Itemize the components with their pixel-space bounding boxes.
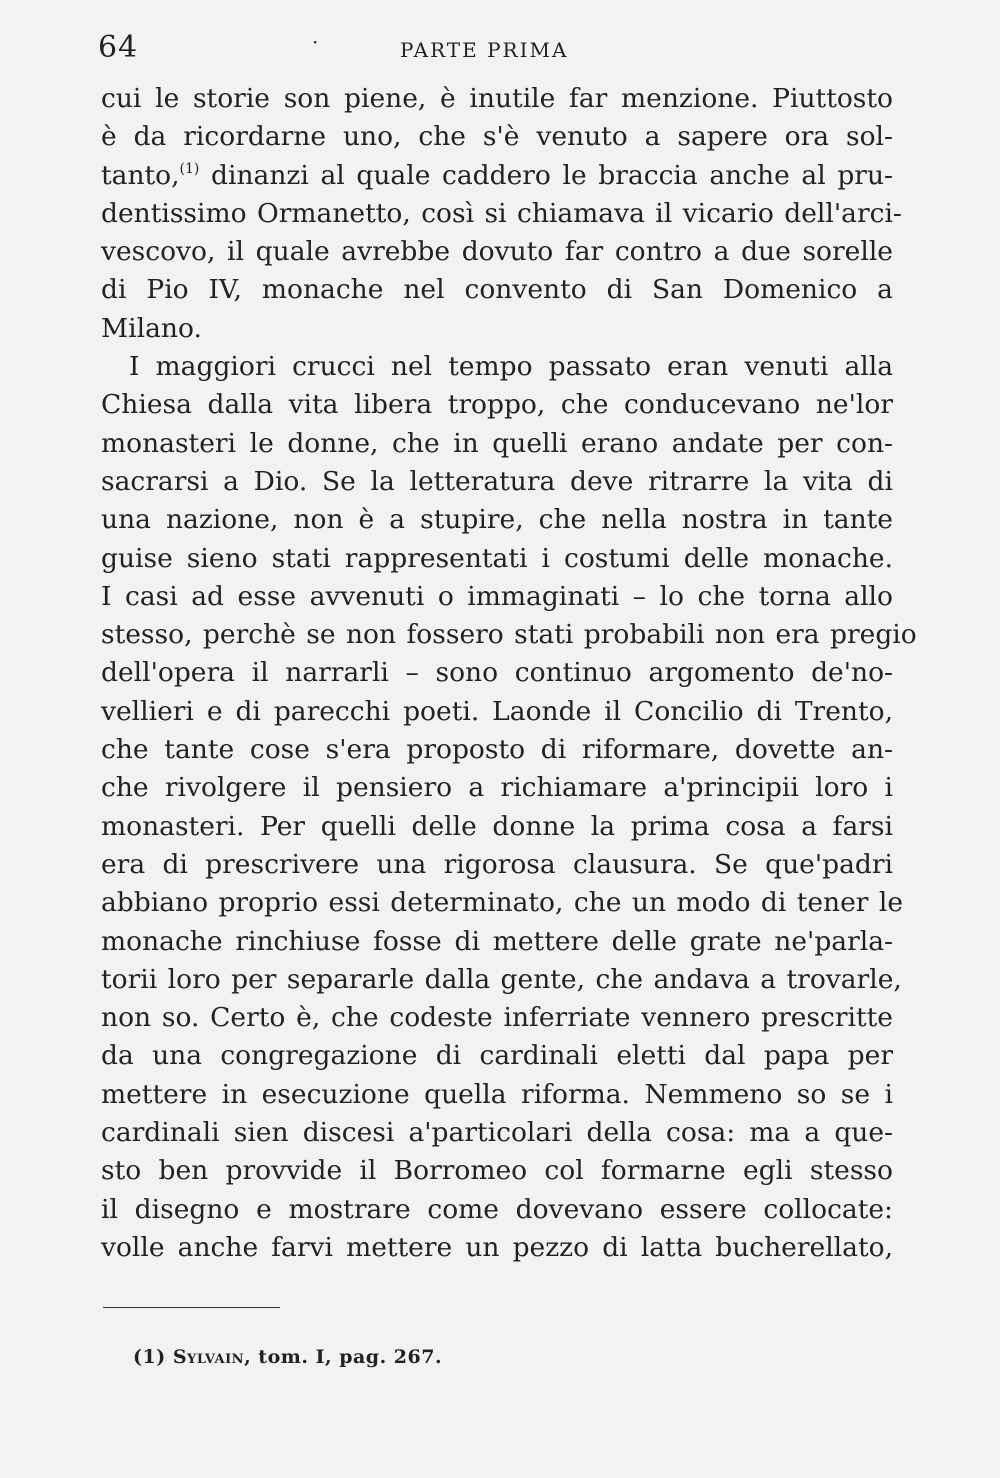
text-line: è da ricordarne uno, che s'è venuto a sapere ora sol-: [101, 121, 893, 153]
text-line: non so. Certo è, che codeste inferriate vennero prescritte: [101, 1002, 893, 1034]
text-line: cui le storie son piene, è inutile far menzione. Piuttosto: [101, 83, 893, 114]
text-line: Milano.: [101, 312, 202, 344]
text-line: da una congregazione di cardinali eletti dal papa per: [101, 1040, 893, 1072]
text-line: torii loro per separarle dalla gente, che andava a trovarle,: [101, 963, 902, 995]
text-line: dentissimo Ormanetto, così si chiamava il vicario dell'arci-: [101, 197, 902, 229]
text-line: I maggiori crucci nel tempo passato eran venuti alla: [129, 351, 893, 383]
text-line: mettere in esecuzione quella riforma. Nemmeno so se i: [101, 1078, 893, 1110]
text-line: di Pio IV, monache nel convento di San Domenico a: [101, 274, 893, 306]
line-rest: dinanzi al quale caddero le braccia anche al pru-: [211, 159, 893, 191]
footnote: (1) Sylvain, tom. I, pag. 267.: [133, 1346, 443, 1368]
page-number: 64: [98, 30, 139, 65]
text-line: cardinali sien discesi a'particolari della cosa: ma a que-: [101, 1117, 893, 1149]
header-mark: ·: [312, 30, 319, 54]
text-line: vellieri e di parecchi poeti. Laonde il Concilio di Trento,: [101, 695, 893, 727]
text-line: guise sieno stati rappresentati i costumi delle monache.: [101, 542, 893, 574]
text-line: il disegno e mostrare come dovevano essere collocate:: [101, 1193, 893, 1225]
text-line: sacrarsi a Dio. Se la letteratura deve ritrarre la vita di: [101, 465, 893, 497]
text-line: vescovo, il quale avrebbe dovuto far contro a due sorelle: [101, 236, 893, 268]
running-head: PARTE PRIMA: [400, 38, 569, 62]
text-line: monasteri. Per quelli delle donne la prima cosa a farsi: [101, 810, 893, 842]
text-line: una nazione, non è a stupire, che nella nostra in tante: [101, 504, 893, 536]
page-header: [98, 30, 898, 70]
text-line-with-footnote-ref: [101, 157, 893, 195]
text-line: I casi ad esse avvenuti o immaginati – lo che torna allo: [101, 580, 893, 612]
footnote-author: Sylvain: [172, 1346, 245, 1368]
text-line: abbiano proprio essi determinato, che un modo di tener le: [101, 887, 904, 919]
text-line: dell'opera il narrarli – sono continuo argomento de'no-: [101, 657, 893, 689]
text-line: era di prescrivere una rigorosa clausura. Se que'padri: [101, 848, 893, 880]
text-line: che tante cose s'era proposto di riformare, dovette an-: [101, 734, 893, 766]
text-line: volle anche farvi mettere un pezzo di latta bucherellato,: [101, 1231, 893, 1263]
text-line: Chiesa dalla vita libera troppo, che conducevano ne'lor: [101, 389, 893, 421]
footnote-divider: [103, 1307, 280, 1308]
text-line: monasteri le donne, che in quelli erano andate per con-: [101, 427, 893, 459]
text-line: sto ben provvide il Borromeo col formarne egli stesso: [101, 1155, 893, 1187]
footnote-reference: (1): [179, 160, 200, 177]
text-line: che rivolgere il pensiero a richiamare a'principii loro i: [101, 772, 893, 804]
line-prefix: tanto,: [101, 159, 180, 191]
text-line: stesso, perchè se non fossero stati probabili non era pregio: [101, 619, 917, 651]
body-text: [101, 80, 917, 1267]
text-line: monache rinchiuse fosse di mettere delle grate ne'parla-: [101, 925, 893, 957]
